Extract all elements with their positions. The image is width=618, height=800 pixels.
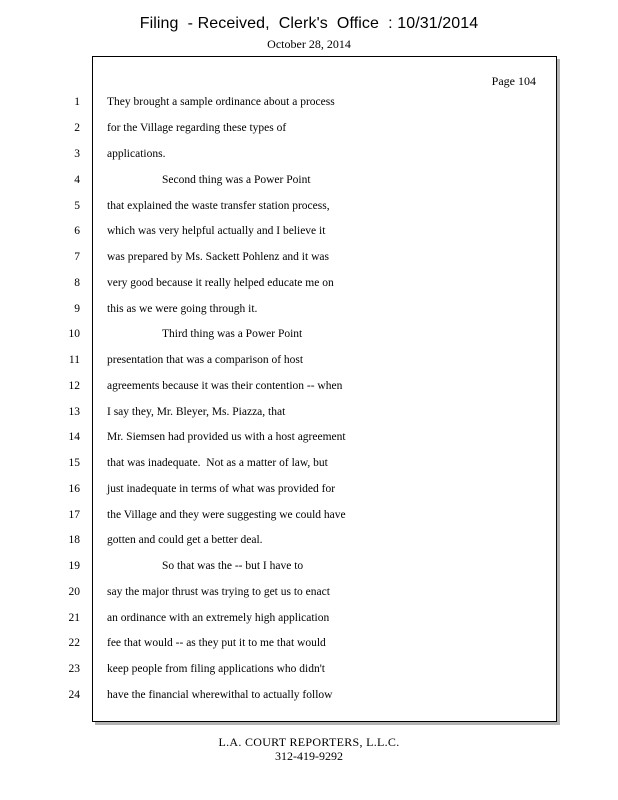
transcript-line: gotten and could get a better deal. [107, 534, 263, 546]
line-number: 9 [74, 303, 80, 315]
transcript-line: just inadequate in terms of what was provided for [107, 483, 336, 495]
line-number: 2 [74, 122, 80, 134]
line-number: 1 [74, 96, 80, 108]
line-number: 6 [74, 225, 80, 237]
line-number: 3 [74, 148, 80, 160]
transcript-line: Mr. Siemsen had provided us with a host agreement [107, 431, 346, 443]
line-number: 19 [68, 560, 80, 572]
transcript-line: for the Village regarding these types of [107, 122, 287, 134]
line-number: 12 [68, 380, 80, 392]
line-number: 16 [68, 483, 80, 495]
transcript-line: that explained the waste transfer station process, [107, 200, 330, 212]
transcript-line: very good because it really helped educate me on [107, 277, 334, 289]
line-number: 22 [68, 637, 80, 649]
transcript-line: an ordinance with an extremely high application [107, 612, 330, 624]
line-number: 14 [68, 431, 80, 443]
court-reporter-name: L.A. COURT REPORTERS, L.L.C. [218, 735, 400, 749]
transcript-line: which was very helpful actually and I believe it [107, 225, 326, 237]
transcript-line: that was inadequate. Not as a matter of law, but [107, 457, 328, 469]
transcript-line: agreements because it was their contention -- when [107, 380, 343, 392]
line-number: 15 [68, 457, 80, 469]
line-number: 10 [68, 328, 80, 340]
line-number: 18 [68, 534, 80, 546]
transcript-line: presentation that was a comparison of host [107, 354, 304, 366]
line-number: 13 [68, 406, 80, 418]
transcript-line: this as we were going through it. [107, 303, 258, 315]
transcript-line: fee that would -- as they put it to me that would [107, 637, 326, 649]
line-number: 17 [68, 509, 80, 521]
transcript-date: October 28, 2014 [267, 37, 351, 51]
transcript-line: I say they, Mr. Bleyer, Ms. Piazza, that [107, 406, 286, 418]
transcript-line: They brought a sample ordinance about a process [107, 96, 335, 108]
line-number: 24 [68, 689, 80, 701]
transcript-line: have the financial wherewithal to actually follow [107, 689, 333, 701]
line-number: 11 [68, 354, 80, 366]
line-number: 21 [68, 612, 80, 624]
transcript-line: Third thing was a Power Point [162, 328, 303, 340]
line-number: 23 [68, 663, 80, 675]
filing-stamp: Filing - Received, Clerk's Office : 10/31/2014 [139, 15, 479, 32]
line-number: 8 [74, 277, 80, 289]
line-number: 7 [74, 251, 80, 263]
page-number: Page 104 [491, 74, 536, 88]
line-number: 20 [68, 586, 80, 598]
line-number: 5 [74, 200, 80, 212]
transcript-line: keep people from filing applications who didn't [107, 663, 325, 675]
transcript-line: say the major thrust was trying to get us to enact [107, 586, 330, 598]
transcript-line: So that was the -- but I have to [162, 560, 304, 572]
transcript-line: Second thing was a Power Point [162, 174, 311, 186]
line-number: 4 [74, 174, 80, 186]
transcript-line: applications. [107, 148, 166, 160]
court-reporter-phone: 312-419-9292 [275, 749, 343, 763]
transcript-line: the Village and they were suggesting we could have [107, 509, 346, 521]
transcript-line: was prepared by Ms. Sackett Pohlenz and it was [107, 251, 329, 263]
